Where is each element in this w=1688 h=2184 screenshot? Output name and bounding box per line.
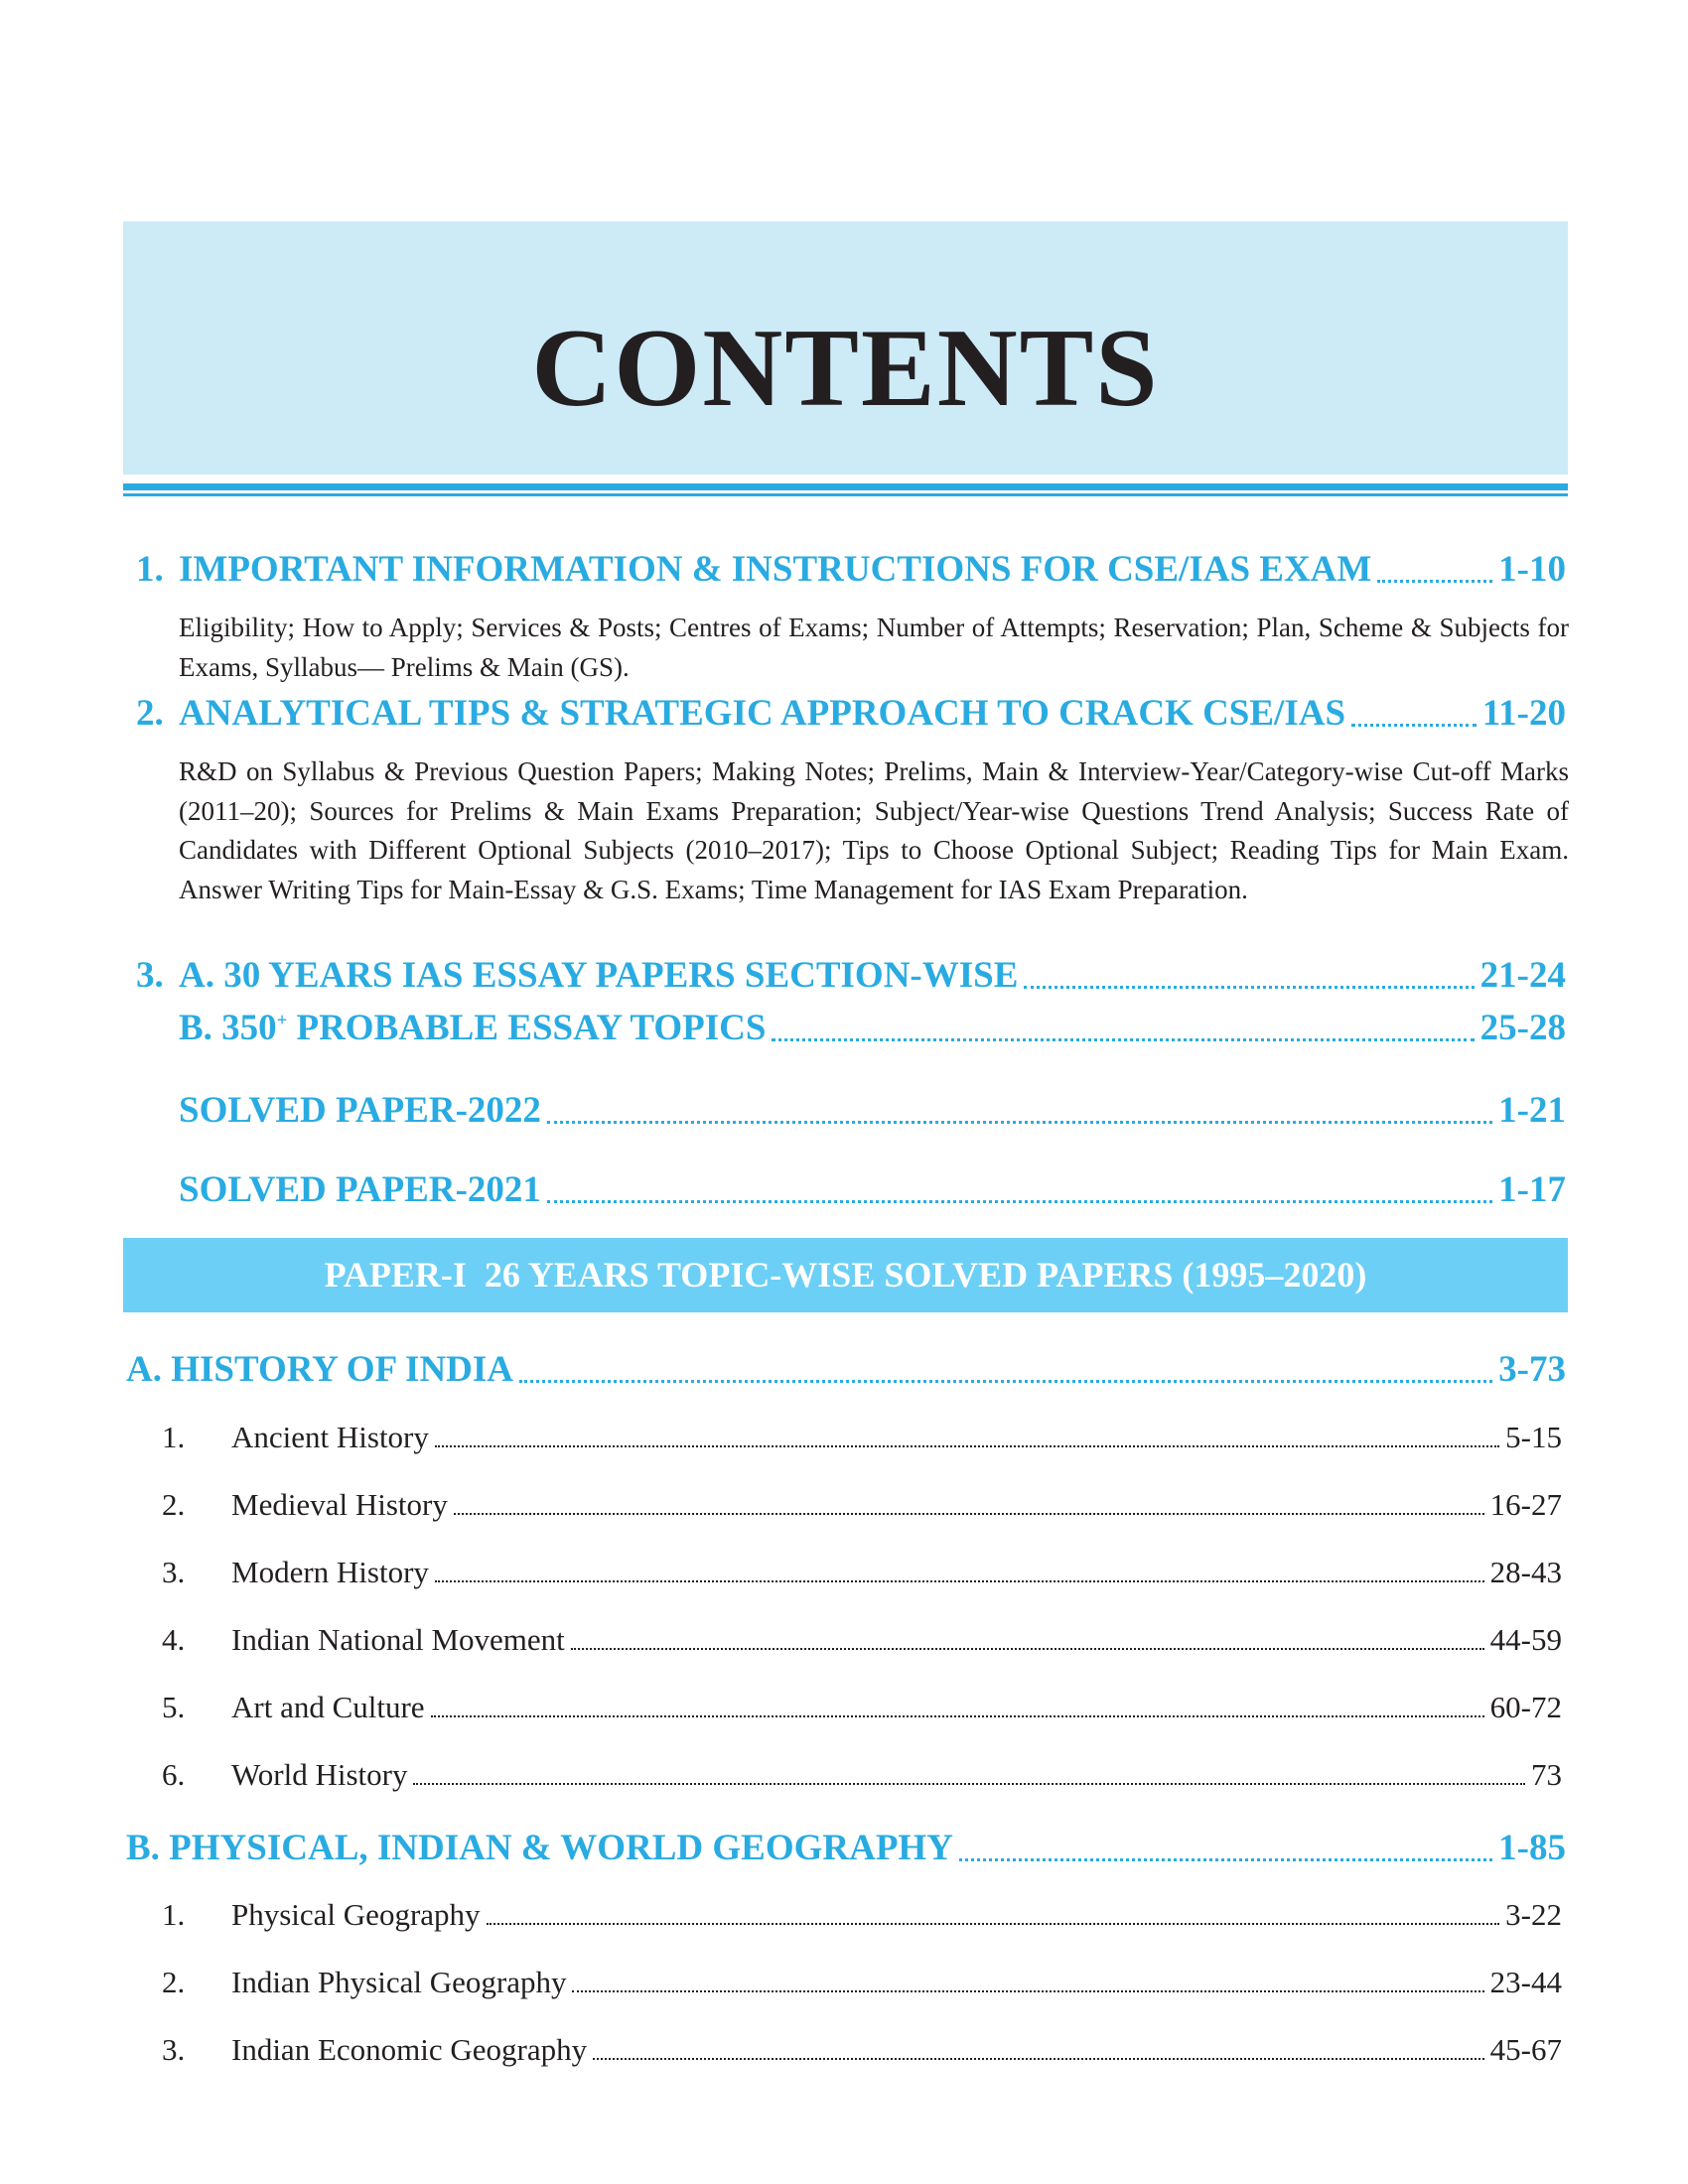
dot-leader: [519, 1348, 1492, 1391]
toc-item-pages: 60-72: [1489, 1690, 1562, 1724]
toc-part-title: B. PHYSICAL, INDIAN & WORLD GEOGRAPHY: [126, 1828, 953, 1868]
toc-section-pages: 1-10: [1498, 549, 1566, 590]
toc-item-pages: 3-22: [1505, 1897, 1562, 1932]
dot-leader: [413, 1757, 1525, 1793]
toc-item-title: Indian Economic Geography: [231, 2032, 588, 2067]
toc-item-title: Medieval History: [231, 1487, 448, 1522]
toc-item-pages: 73: [1531, 1757, 1562, 1792]
contents-header: [123, 221, 1568, 475]
dot-leader: [593, 2032, 1484, 2068]
dot-leader: [435, 1420, 1499, 1455]
toc-section-2-description: R&D on Syllabus & Previous Question Papers; Making Notes; Prelims, Main & Interview-Year/Category-wise Cut-off Marks (2011–20); Sources for Prelims & Main Exams Preparation; Subject/Year-wise Questions Trend Analysis; Success Rate of Candidates with Different Optional Subjects (2010–2017); Tips to Choose Optional Subject; Reading Tips for Main Exam. Answer Writing Tips for Main-Essay & G.S. Exams; Time Management for IAS Exam Preparation.: [179, 756, 1569, 904]
dot-leader: [547, 1168, 1492, 1211]
dot-leader: [571, 1622, 1484, 1658]
toc-item-pages: 44-59: [1489, 1622, 1562, 1657]
toc-section-title: ANALYTICAL TIPS & STRATEGIC APPROACH TO CRACK CSE/IAS: [179, 693, 1346, 734]
toc-section-number: 3.: [136, 955, 164, 996]
toc-item-indian-physical-geography[interactable]: [162, 1965, 1562, 2000]
toc-item-pages: 5-15: [1505, 1420, 1562, 1454]
toc-item-modern-history[interactable]: [162, 1555, 1562, 1590]
toc-item-physical-geography[interactable]: [162, 1897, 1562, 1933]
toc-part-b[interactable]: [126, 1827, 1566, 1869]
dot-leader: [431, 1690, 1484, 1725]
dot-leader: [959, 1827, 1492, 1869]
toc-section-title: B. 350+ PROBABLE ESSAY TOPICS: [179, 1008, 767, 1048]
toc-section-3a[interactable]: [136, 954, 1566, 997]
toc-part-title: A. HISTORY OF INDIA: [126, 1349, 513, 1390]
toc-section-number: 1.: [136, 549, 164, 590]
toc-item-title: Physical Geography: [231, 1897, 481, 1932]
toc-section-pages: 1-17: [1498, 1169, 1566, 1210]
toc-section-pages: 25-28: [1479, 1008, 1566, 1048]
dot-leader: [435, 1555, 1484, 1590]
toc-section-pages: 21-24: [1479, 955, 1566, 996]
toc-item-pages: 16-27: [1489, 1487, 1562, 1522]
toc-section-pages: 1-21: [1498, 1090, 1566, 1131]
toc-item-indian-national-movement[interactable]: [162, 1622, 1562, 1658]
toc-item-number: 6.: [162, 1757, 186, 1792]
toc-item-title: Modern History: [231, 1555, 429, 1589]
dot-leader: [487, 1897, 1500, 1933]
toc-part-pages: 3-73: [1498, 1349, 1566, 1390]
toc-part-pages: 1-85: [1498, 1828, 1566, 1868]
toc-item-number: 2.: [162, 1487, 186, 1522]
dot-leader: [1024, 954, 1474, 997]
dot-leader: [1377, 548, 1492, 591]
toc-part-a[interactable]: [126, 1348, 1566, 1391]
toc-section-title: A. 30 YEARS IAS ESSAY PAPERS SECTION-WISE: [179, 955, 1019, 996]
toc-item-number: 5.: [162, 1690, 186, 1724]
toc-item-pages: 28-43: [1489, 1555, 1562, 1589]
header-rule-thin: [123, 493, 1568, 496]
toc-section-1[interactable]: [136, 548, 1566, 591]
toc-item-title: Indian Physical Geography: [231, 1965, 567, 1999]
toc-item-number: 3.: [162, 1555, 186, 1589]
toc-item-number: 1.: [162, 1420, 186, 1454]
toc-item-pages: 45-67: [1489, 2032, 1562, 2067]
toc-item-indian-economic-geography[interactable]: [162, 2032, 1562, 2068]
toc-item-number: 4.: [162, 1622, 186, 1657]
toc-section-1-description: Eligibility; How to Apply; Services & Posts; Centres of Exams; Number of Attempts; Reservation; Plan, Scheme & Subjects for Exams, Syllabus— Prelims & Main (GS).: [179, 613, 1569, 682]
toc-item-title: Art and Culture: [231, 1690, 425, 1724]
toc-item-medieval-history[interactable]: [162, 1487, 1562, 1523]
toc-section-3b[interactable]: [179, 1007, 1566, 1049]
toc-item-world-history[interactable]: [162, 1757, 1562, 1793]
toc-solved-paper-2021[interactable]: [179, 1168, 1566, 1211]
superscript-plus: +: [276, 1011, 288, 1031]
dot-leader: [572, 1965, 1483, 2000]
toc-item-number: 3.: [162, 2032, 186, 2067]
toc-section-2[interactable]: [136, 692, 1566, 735]
toc-section-title: SOLVED PAPER-2022: [179, 1090, 541, 1131]
toc-item-title: World History: [231, 1757, 408, 1792]
toc-item-title: Ancient History: [231, 1420, 429, 1454]
paper-banner: PAPER-I 26 YEARS TOPIC-WISE SOLVED PAPERS (1995–2020): [123, 1238, 1568, 1312]
dot-leader: [1351, 692, 1477, 735]
dot-leader: [772, 1007, 1474, 1049]
dot-leader: [454, 1487, 1484, 1523]
toc-item-title: Indian National Movement: [231, 1622, 565, 1657]
toc-item-pages: 23-44: [1489, 1965, 1562, 1999]
toc-item-number: 2.: [162, 1965, 186, 1999]
toc-item-number: 1.: [162, 1897, 186, 1932]
header-rule-thick: [123, 483, 1568, 490]
toc-item-ancient-history[interactable]: [162, 1420, 1562, 1455]
toc-section-pages: 11-20: [1481, 693, 1566, 734]
dot-leader: [547, 1089, 1492, 1132]
toc-section-title: SOLVED PAPER-2021: [179, 1169, 541, 1210]
toc-item-art-and-culture[interactable]: [162, 1690, 1562, 1725]
page-title: CONTENTS: [531, 307, 1160, 430]
toc-section-number: 2.: [136, 693, 164, 734]
toc-solved-paper-2022[interactable]: [179, 1089, 1566, 1132]
toc-section-title: IMPORTANT INFORMATION & INSTRUCTIONS FOR CSE/IAS EXAM: [179, 549, 1372, 590]
